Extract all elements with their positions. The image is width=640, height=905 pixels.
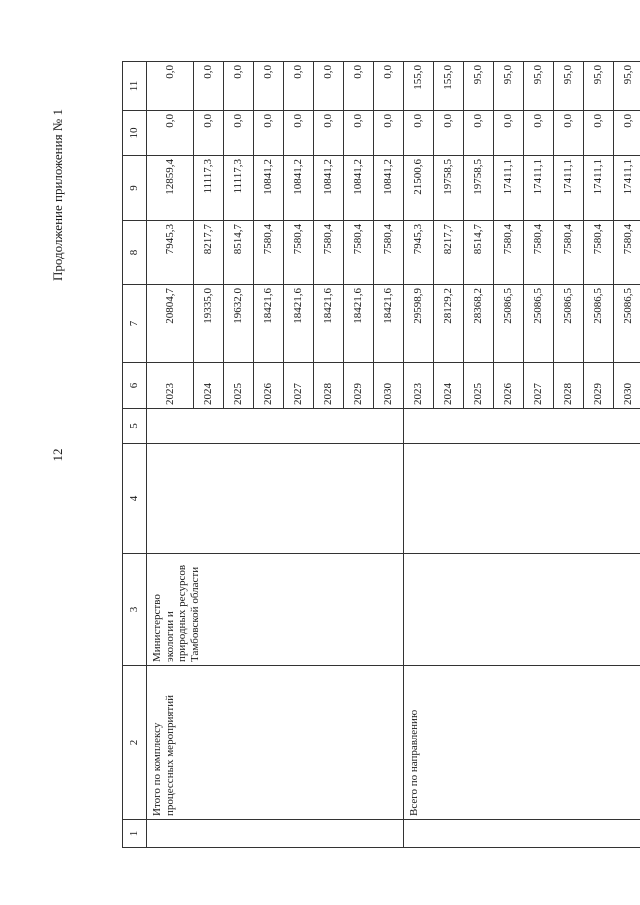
cell-total: 20804,7 [147, 285, 194, 363]
cell-total: 18421,6 [374, 285, 404, 363]
cell-other: 95,0 [614, 62, 640, 111]
header-row [123, 62, 147, 848]
cell-local: 0,0 [194, 111, 224, 156]
cell-year: 2028 [314, 363, 344, 409]
cell-other: 0,0 [224, 62, 254, 111]
cell-total: 25086,5 [554, 285, 584, 363]
cell-total: 18421,6 [314, 285, 344, 363]
cell-local: 0,0 [254, 111, 284, 156]
rotated-table-wrapper [122, 62, 635, 848]
cell-local: 0,0 [494, 111, 524, 156]
cell-total: 25086,5 [524, 285, 554, 363]
cell-responsible [404, 554, 640, 666]
cell-local: 0,0 [524, 111, 554, 156]
cell-total: 19632,0 [224, 285, 254, 363]
cell-year: 2030 [614, 363, 640, 409]
cell-federal: 7580,4 [494, 221, 524, 285]
cell-local: 0,0 [434, 111, 464, 156]
cell-col4 [404, 444, 640, 554]
cell-responsible: Министерство экологии и природных ресурсов Тамбовской области [147, 554, 404, 666]
cell-local: 0,0 [314, 111, 344, 156]
cell-regional: 11117,3 [194, 156, 224, 221]
cell-total: 18421,6 [254, 285, 284, 363]
cell-local: 0,0 [224, 111, 254, 156]
cell-regional: 11117,3 [224, 156, 254, 221]
cell-regional: 10841,2 [344, 156, 374, 221]
cell-federal: 7580,4 [344, 221, 374, 285]
cell-regional: 10841,2 [374, 156, 404, 221]
cell-federal: 7580,4 [254, 221, 284, 285]
cell-federal: 7580,4 [614, 221, 640, 285]
cell-year: 2025 [224, 363, 254, 409]
cell-col1 [404, 820, 640, 848]
cell-total: 19335,0 [194, 285, 224, 363]
cell-regional: 10841,2 [314, 156, 344, 221]
data-table [122, 61, 640, 848]
table-row [404, 62, 434, 848]
cell-col1 [147, 820, 404, 848]
cell-federal: 7580,4 [284, 221, 314, 285]
table-body [123, 62, 640, 848]
cell-other: 95,0 [584, 62, 614, 111]
cell-col4 [147, 444, 404, 554]
header-cell: 2 [123, 666, 147, 820]
cell-other: 0,0 [314, 62, 344, 111]
header-cell: 1 [123, 820, 147, 848]
cell-other: 155,0 [434, 62, 464, 111]
cell-col5 [404, 409, 640, 444]
cell-federal: 8217,7 [194, 221, 224, 285]
header-cell: 4 [123, 444, 147, 554]
cell-other: 95,0 [524, 62, 554, 111]
cell-regional: 21500,6 [404, 156, 434, 221]
cell-local: 0,0 [464, 111, 494, 156]
cell-year: 2024 [194, 363, 224, 409]
header-cell: 7 [123, 285, 147, 363]
header-cell: 11 [123, 62, 147, 111]
cell-other: 0,0 [284, 62, 314, 111]
header-cell: 8 [123, 221, 147, 285]
cell-regional: 12859,4 [147, 156, 194, 221]
cell-federal: 7580,4 [584, 221, 614, 285]
header-cell: 9 [123, 156, 147, 221]
cell-year: 2028 [554, 363, 584, 409]
cell-year: 2029 [344, 363, 374, 409]
cell-federal: 7945,3 [147, 221, 194, 285]
cell-other: 0,0 [194, 62, 224, 111]
header-cell: 6 [123, 363, 147, 409]
cell-year: 2027 [524, 363, 554, 409]
cell-description: Итого по комплексу процессных мероприятий [147, 666, 404, 820]
cell-total: 29598,9 [404, 285, 434, 363]
cell-regional: 17411,1 [494, 156, 524, 221]
cell-local: 0,0 [284, 111, 314, 156]
table-row [147, 62, 194, 848]
cell-regional: 17411,1 [524, 156, 554, 221]
cell-year: 2023 [404, 363, 434, 409]
page-caption: Продолжение приложения № 1 [50, 109, 65, 281]
cell-other: 0,0 [344, 62, 374, 111]
cell-local: 0,0 [584, 111, 614, 156]
cell-federal: 8217,7 [434, 221, 464, 285]
cell-regional: 17411,1 [584, 156, 614, 221]
cell-year: 2025 [464, 363, 494, 409]
cell-federal: 8514,7 [464, 221, 494, 285]
page-number: 12 [50, 448, 65, 462]
cell-other: 95,0 [464, 62, 494, 111]
cell-total: 25086,5 [614, 285, 640, 363]
cell-description: Всего по направлению [404, 666, 640, 820]
cell-year: 2026 [254, 363, 284, 409]
cell-year: 2023 [147, 363, 194, 409]
cell-local: 0,0 [374, 111, 404, 156]
cell-regional: 10841,2 [254, 156, 284, 221]
header-cell: 3 [123, 554, 147, 666]
cell-local: 0,0 [404, 111, 434, 156]
cell-local: 0,0 [554, 111, 584, 156]
cell-year: 2027 [284, 363, 314, 409]
cell-total: 25086,5 [584, 285, 614, 363]
cell-regional: 17411,1 [554, 156, 584, 221]
cell-regional: 10841,2 [284, 156, 314, 221]
cell-col5 [147, 409, 404, 444]
cell-federal: 7580,4 [314, 221, 344, 285]
cell-federal: 7580,4 [554, 221, 584, 285]
cell-local: 0,0 [614, 111, 640, 156]
cell-other: 155,0 [404, 62, 434, 111]
cell-year: 2026 [494, 363, 524, 409]
cell-year: 2024 [434, 363, 464, 409]
cell-year: 2029 [584, 363, 614, 409]
cell-other: 0,0 [374, 62, 404, 111]
cell-federal: 7580,4 [374, 221, 404, 285]
header-cell: 5 [123, 409, 147, 444]
cell-other: 0,0 [254, 62, 284, 111]
cell-total: 28129,2 [434, 285, 464, 363]
cell-regional: 17411,1 [614, 156, 640, 221]
cell-total: 28368,2 [464, 285, 494, 363]
cell-federal: 7945,3 [404, 221, 434, 285]
cell-federal: 7580,4 [524, 221, 554, 285]
cell-other: 95,0 [494, 62, 524, 111]
cell-regional: 19758,5 [464, 156, 494, 221]
cell-federal: 8514,7 [224, 221, 254, 285]
cell-year: 2030 [374, 363, 404, 409]
cell-total: 25086,5 [494, 285, 524, 363]
cell-total: 18421,6 [344, 285, 374, 363]
header-cell: 10 [123, 111, 147, 156]
cell-other: 0,0 [147, 62, 194, 111]
cell-total: 18421,6 [284, 285, 314, 363]
cell-regional: 19758,5 [434, 156, 464, 221]
cell-other: 95,0 [554, 62, 584, 111]
cell-local: 0,0 [147, 111, 194, 156]
cell-local: 0,0 [344, 111, 374, 156]
